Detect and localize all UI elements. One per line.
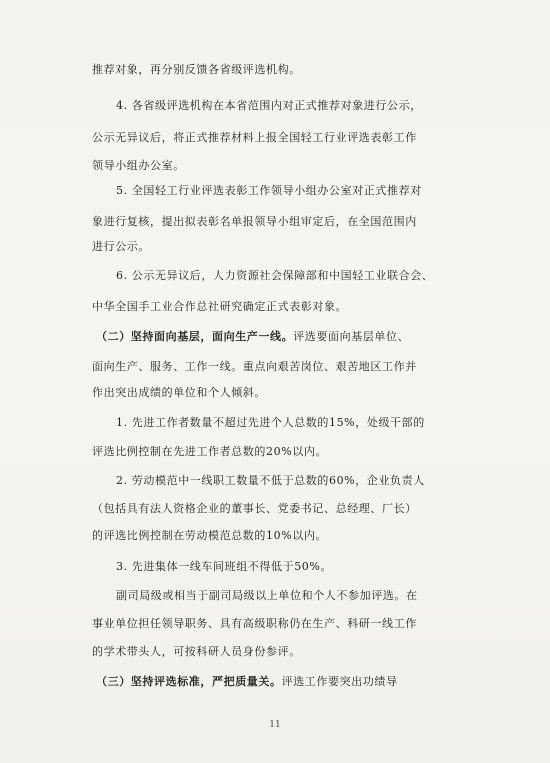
line-text: 领导小组办公室。 (92, 159, 185, 172)
text-line-4 (0, 157, 550, 175)
text-line-19 (0, 587, 550, 605)
line-text: 副司局级或相当于副司局级以上单位和个人不参加评选。在 (116, 589, 418, 602)
line-text: （包括具有法人资格企业的董事长、党委书记、总经理、厂长） (92, 502, 417, 515)
line-text: 的评选比例控制在劳动模范总数的10%以内。 (92, 529, 328, 542)
line-text: 公示无异议后，将正式推荐材料上报全国轻工行业评选表彰工作 (92, 131, 417, 144)
line-text: 评选要面向基层单位、 (293, 330, 410, 343)
line-text: 4. 各省级评选机构在本省范围内对正式推荐对象进行公示， (116, 99, 422, 112)
text-line-11 (0, 358, 550, 376)
text-line-5 (0, 182, 550, 200)
text-line-10 (0, 328, 550, 346)
text-line-7 (0, 238, 550, 256)
text-line-3 (0, 129, 550, 147)
text-line-1 (0, 61, 550, 79)
text-line-13 (0, 414, 550, 432)
text-line-17 (0, 527, 550, 545)
text-line-15 (0, 472, 550, 490)
page-number: 11 (269, 720, 281, 730)
text-line-22 (0, 673, 550, 691)
line-text: 2. 劳动模范中一线职工数量不低于总数的60%，企业负责人 (116, 474, 425, 487)
line-text: 面向生产、服务、工作一线。重点向艰苦岗位、艰苦地区工作并 (92, 360, 417, 373)
line-text: 3. 先进集体一线车间班组不得低于50%。 (116, 560, 333, 573)
line-text: 评选工作要突出功绩导 (281, 675, 398, 688)
line-text: 5. 全国轻工行业评选表彰工作领导小组办公室对正式推荐对 (116, 184, 422, 197)
text-line-18 (0, 558, 550, 576)
line-text: 象进行复核，提出拟表彰名单报领导小组审定后，在全国范围内 (92, 215, 417, 228)
text-line-9 (0, 298, 550, 316)
text-line-14 (0, 443, 550, 461)
line-text: 评选比例控制在先进工作者总数的20%以内。 (92, 445, 328, 458)
section-heading: （三）坚持评选标准，严把质量关。 (96, 675, 282, 688)
text-line-2 (0, 97, 550, 115)
text-line-6 (0, 213, 550, 231)
line-text: 的学术带头人，可按科研人员身份参评。 (92, 645, 301, 658)
text-line-20 (0, 615, 550, 633)
section-heading: （二）坚持面向基层，面向生产一线。 (96, 330, 294, 343)
line-text: 作出突出成绩的单位和个人倾斜。 (92, 386, 266, 399)
text-line-16 (0, 500, 550, 518)
line-text: 6. 公示无异议后，人力资源社会保障部和中国轻工业联合会、 (116, 269, 434, 282)
text-line-21 (0, 643, 550, 661)
line-text: 1. 先进工作者数量不超过先进个人总数的15%，处级干部的 (116, 416, 425, 429)
text-line-12 (0, 384, 550, 402)
text-line-8 (0, 267, 550, 285)
line-text: 事业单位担任领导职务、具有高级职称仍在生产、科研一线工作 (92, 617, 417, 630)
line-text: 进行公示。 (92, 240, 150, 253)
line-text: 中华全国手工业合作总社研究确定正式表彰对象。 (92, 300, 348, 313)
line-text: 推荐对象，再分别反馈各省级评选机构。 (92, 63, 301, 76)
